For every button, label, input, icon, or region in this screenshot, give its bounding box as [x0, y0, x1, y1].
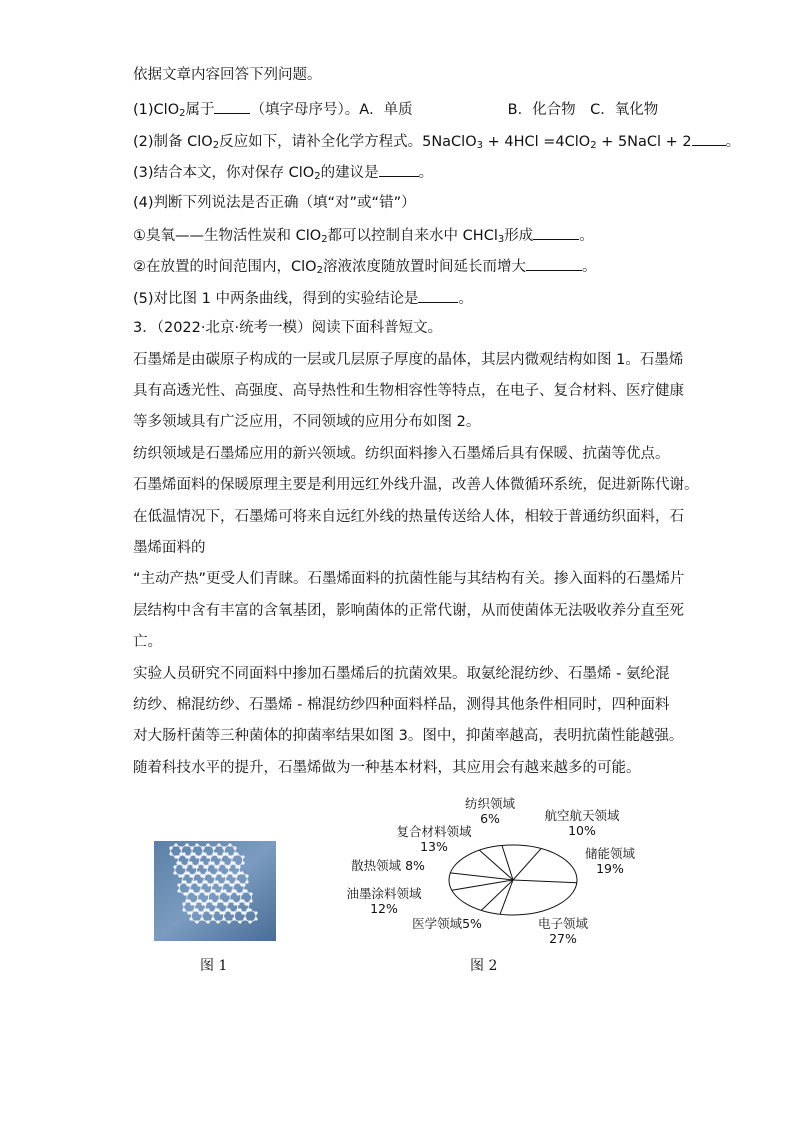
lattice-atom — [179, 852, 182, 855]
lattice-atom — [249, 899, 252, 902]
question-1: (1)ClO$_2$属于 （填字母序号）。A．单质 B．化合物 C．氧化物 — [133, 99, 658, 123]
lattice-atom — [238, 908, 241, 911]
lattice-atom — [214, 852, 217, 855]
lattice-atom — [188, 883, 191, 886]
lattice-atom — [231, 883, 234, 886]
lattice-atom — [238, 920, 241, 923]
paragraph-line: 石墨烯是由碳原子构成的一层或几层原子厚度的晶体，其层内微观结构如图 1。石墨烯 — [133, 352, 684, 368]
lattice-atom — [243, 911, 246, 914]
lattice-atom — [236, 880, 239, 883]
lattice-atom — [176, 855, 179, 858]
lattice-atom — [211, 917, 214, 920]
lattice-atom — [211, 861, 214, 864]
lattice-atom — [190, 889, 193, 892]
lattice-atom — [190, 902, 193, 905]
paragraph-line: 纺纱、棉混纺纱、石墨烯 - 棉混纺纱四种面料样品，测得其他条件相同时，四种面料 — [133, 697, 670, 713]
lattice-atom — [227, 920, 230, 923]
lattice-atom — [177, 889, 180, 892]
lattice-atom — [222, 917, 225, 920]
lattice-atom — [191, 880, 194, 883]
pie-slice-value: 6% — [480, 811, 500, 826]
lattice-atom — [201, 889, 204, 892]
lattice-atom — [224, 874, 227, 877]
lattice-atom — [226, 880, 229, 883]
lattice-atom — [240, 871, 243, 874]
paragraph-line: 墨烯面料的 — [133, 540, 206, 556]
lattice-atom — [192, 852, 195, 855]
pie-slice-value: 10% — [568, 823, 596, 838]
lattice-atom — [219, 855, 222, 858]
lattice-atom — [229, 871, 232, 874]
lattice-atom — [219, 899, 222, 902]
lattice-atom — [222, 911, 225, 914]
graphene-lattice-image — [154, 841, 276, 941]
lattice-atom — [208, 855, 211, 858]
lattice-atom — [213, 874, 216, 877]
pie-slice-label: 纺织领域 — [464, 796, 516, 811]
lattice-atom — [241, 855, 244, 858]
lattice-atom — [217, 892, 220, 895]
lattice-atom — [193, 902, 196, 905]
lattice-atom — [222, 852, 225, 855]
lattice-atom — [241, 899, 244, 902]
lattice-atom — [200, 917, 203, 920]
paragraph-line: “主动产热”更受人们青睐。石墨烯面料的抗菌性能与其结构有关。掺入面料的石墨烯片 — [133, 571, 685, 587]
application-pie-chart — [330, 790, 650, 950]
lattice-atom — [206, 920, 209, 923]
question-3: (3)结合本文，你对保存 ClO$_2$的建议是 。 — [133, 162, 433, 186]
lattice-atom — [218, 871, 221, 874]
lattice-atom — [222, 846, 225, 849]
paragraph-line: 具有高透光性、高强度、高导热性和生物相容性等特点，在电子、复合材料、医疗健康 — [133, 383, 684, 399]
lattice-atom — [208, 861, 211, 864]
answer-blank[interactable] — [526, 256, 582, 271]
paragraph-line: 纺织领域是石墨烯应用的新兴领域。纺织面料掺入石墨烯后具有保暖、抗菌等优点。 — [133, 446, 670, 462]
lattice-atom — [195, 843, 198, 846]
lattice-atom — [243, 917, 246, 920]
lattice-atom — [225, 902, 228, 905]
lattice-atom — [216, 865, 219, 868]
lattice-atom — [177, 883, 180, 886]
lattice-atom — [215, 880, 218, 883]
lattice-atom — [230, 855, 233, 858]
lattice-atom — [207, 871, 210, 874]
lattice-atom — [192, 865, 195, 868]
pie-slice-label: 电子领域 — [537, 916, 589, 931]
lattice-atom — [196, 892, 199, 895]
lattice-atom — [199, 883, 202, 886]
figure-2-caption: 图 2 — [470, 958, 498, 974]
lattice-atom — [169, 846, 172, 849]
paragraph-line: 在低温情况下，石墨烯可将来自远红外线的热量传送给人体，相较于普通纺织面料，石 — [133, 509, 684, 525]
lattice-atom — [227, 865, 230, 868]
lattice-atom — [225, 852, 228, 855]
lattice-atom — [236, 892, 239, 895]
lattice-atom — [234, 874, 237, 877]
lattice-atom — [198, 899, 201, 902]
lattice-atom — [223, 889, 226, 892]
lattice-atom — [181, 874, 184, 877]
lattice-atom — [248, 908, 251, 911]
lattice-atom — [203, 852, 206, 855]
pie-slice-value: 27% — [549, 931, 577, 946]
lattice-atom — [239, 892, 242, 895]
lattice-atom — [194, 880, 197, 883]
question-4-2: ②在放置的时间范围内，ClO$_2$溶液浓度随放置时间延长而增大 。 — [133, 256, 596, 280]
lattice-atom — [254, 911, 257, 914]
lattice-atom — [216, 920, 219, 923]
lattice-atom — [232, 861, 235, 864]
lattice-atom — [205, 865, 208, 868]
paragraph-line: 对大肠杆菌等三种菌体的抑菌率结果如图 3。图中，抑菌率越高，表明抗菌性能越强。 — [133, 728, 684, 744]
answer-blank[interactable] — [214, 99, 250, 114]
lattice-atom — [211, 911, 214, 914]
lattice-atom — [201, 846, 204, 849]
lattice-atom — [200, 861, 203, 864]
lattice-atom — [200, 911, 203, 914]
lattice-atom — [232, 917, 235, 920]
lattice-atom — [221, 861, 224, 864]
lattice-atom — [182, 852, 185, 855]
pie-slice-label: 复合材料领域 — [396, 824, 472, 839]
pie-slice-label: 医学领域5% — [412, 916, 482, 931]
lattice-atom — [217, 843, 220, 846]
lattice-atom — [191, 874, 194, 877]
lattice-atom — [249, 892, 252, 895]
lattice-atom — [183, 880, 186, 883]
pie-slice-value: 19% — [596, 861, 624, 876]
paragraph-line: 等多领域具有广泛应用，不同领域的应用分布如图 2。 — [133, 414, 481, 430]
lattice-atom — [221, 874, 224, 877]
lattice-atom — [244, 889, 247, 892]
question-5: (5)对比图 1 中两条曲线，得到的实验结论是 。 — [133, 288, 473, 308]
lattice-atom — [182, 902, 185, 905]
lattice-atom — [233, 902, 236, 905]
lattice-atom — [189, 911, 192, 914]
paragraph-line: 随着科技水平的提升，石墨烯做为一种基本材料，其应用会有越来越多的可能。 — [133, 760, 641, 776]
lattice-atom — [178, 861, 181, 864]
lattice-atom — [187, 899, 190, 902]
lattice-atom — [233, 889, 236, 892]
pie-slice-label: 散热领域 8% — [351, 858, 425, 873]
lattice-atom — [206, 899, 209, 902]
lattice-atom — [207, 883, 210, 886]
lattice-atom — [178, 874, 181, 877]
paragraph-line: 亡。 — [133, 634, 162, 650]
lattice-atom — [203, 908, 206, 911]
lattice-atom — [185, 892, 188, 895]
paragraph-line: 层结构中含有丰富的含氧基团，影响菌体的正常代谢，从而使菌体无法吸收养分直至死 — [133, 603, 684, 619]
lattice-atom — [203, 902, 206, 905]
lattice-atom — [185, 843, 188, 846]
lattice-atom — [173, 871, 176, 874]
lattice-atom — [202, 874, 205, 877]
lattice-atom — [209, 899, 212, 902]
pie-slice-value: 13% — [420, 839, 448, 854]
problem-3-title: 3．（2022·北京·统考一模）阅读下面科普短文。 — [133, 320, 443, 336]
lattice-atom — [186, 871, 189, 874]
figure-1-caption: 图 1 — [200, 958, 228, 974]
lattice-atom — [197, 871, 200, 874]
lattice-atom — [230, 899, 233, 902]
answer-blank[interactable] — [418, 288, 458, 303]
lattice-atom — [228, 843, 231, 846]
lattice-atom — [189, 917, 192, 920]
lattice-atom — [187, 855, 190, 858]
lattice-atom — [212, 846, 215, 849]
question-4: (4)判断下列说法是否正确（填“对”或“错”） — [133, 195, 416, 211]
lattice-atom — [228, 892, 231, 895]
lattice-atom — [248, 920, 251, 923]
lattice-atom — [237, 865, 240, 868]
lattice-atom — [189, 861, 192, 864]
pie-slice-label: 航空航天领域 — [544, 808, 620, 823]
lattice-atom — [184, 865, 187, 868]
lattice-atom — [195, 865, 198, 868]
lattice-atom — [242, 883, 245, 886]
lattice-atom — [237, 871, 240, 874]
lattice-atom — [206, 843, 209, 846]
lattice-atom — [245, 880, 248, 883]
lattice-atom — [235, 852, 238, 855]
question-4-1: ①臭氧——生物活性炭和 ClO$_2$都可以控制自来水中 CHCl$_3$形成 。 — [133, 225, 594, 249]
pie-slice-value: 12% — [370, 901, 398, 916]
lattice-atom — [210, 883, 213, 886]
lattice-atom — [182, 908, 185, 911]
question-2: (2)制备 ClO$_2$反应如下，请补全化学方程式。5NaClO$_3$ + 4HCl =4ClO$_2$ + 5NaCl + 2 。 — [133, 131, 740, 155]
answer-blank[interactable] — [379, 162, 419, 177]
paragraph-line: 实验人员研究不同面料中掺加石墨烯后的抗菌效果。取氨纶混纺纱、石墨烯 - 氨纶混 — [133, 666, 670, 682]
lattice-atom — [232, 911, 235, 914]
lattice-atom — [173, 865, 176, 868]
lattice-atom — [179, 846, 182, 849]
lattice-atom — [190, 846, 193, 849]
pie-slice-label: 储能领域 — [584, 846, 636, 861]
lattice-atom — [241, 861, 244, 864]
lattice-atom — [227, 908, 230, 911]
lattice-atom — [206, 892, 209, 895]
lattice-atom — [219, 911, 222, 914]
lattice-atom — [195, 920, 198, 923]
answer-blank[interactable] — [692, 131, 726, 146]
lattice-atom — [195, 908, 198, 911]
text-line: 依据文章内容回答下列问题。 — [133, 67, 322, 83]
lattice-atom — [174, 843, 177, 846]
lattice-atom — [198, 855, 201, 858]
lattice-atom — [220, 889, 223, 892]
paragraph-line: 石墨烯面料的保暖原理主要是利用远红外线升温，改善人体微循环系统，促进新陈代谢。 — [133, 477, 699, 493]
lattice-atom — [216, 908, 219, 911]
lattice-atom — [214, 902, 217, 905]
lattice-atom — [220, 883, 223, 886]
answer-blank[interactable] — [533, 225, 579, 240]
lattice-atom — [245, 874, 248, 877]
lattice-atom — [206, 908, 209, 911]
lattice-atom — [204, 880, 207, 883]
pie-slice-label: 油墨涂料领域 — [346, 886, 422, 901]
lattice-atom — [246, 902, 249, 905]
lattice-atom — [212, 889, 215, 892]
lattice-atom — [195, 855, 198, 858]
lattice-atom — [169, 852, 172, 855]
lattice-atom — [233, 846, 236, 849]
lattice-atom — [254, 917, 257, 920]
lattice-atom — [236, 902, 239, 905]
